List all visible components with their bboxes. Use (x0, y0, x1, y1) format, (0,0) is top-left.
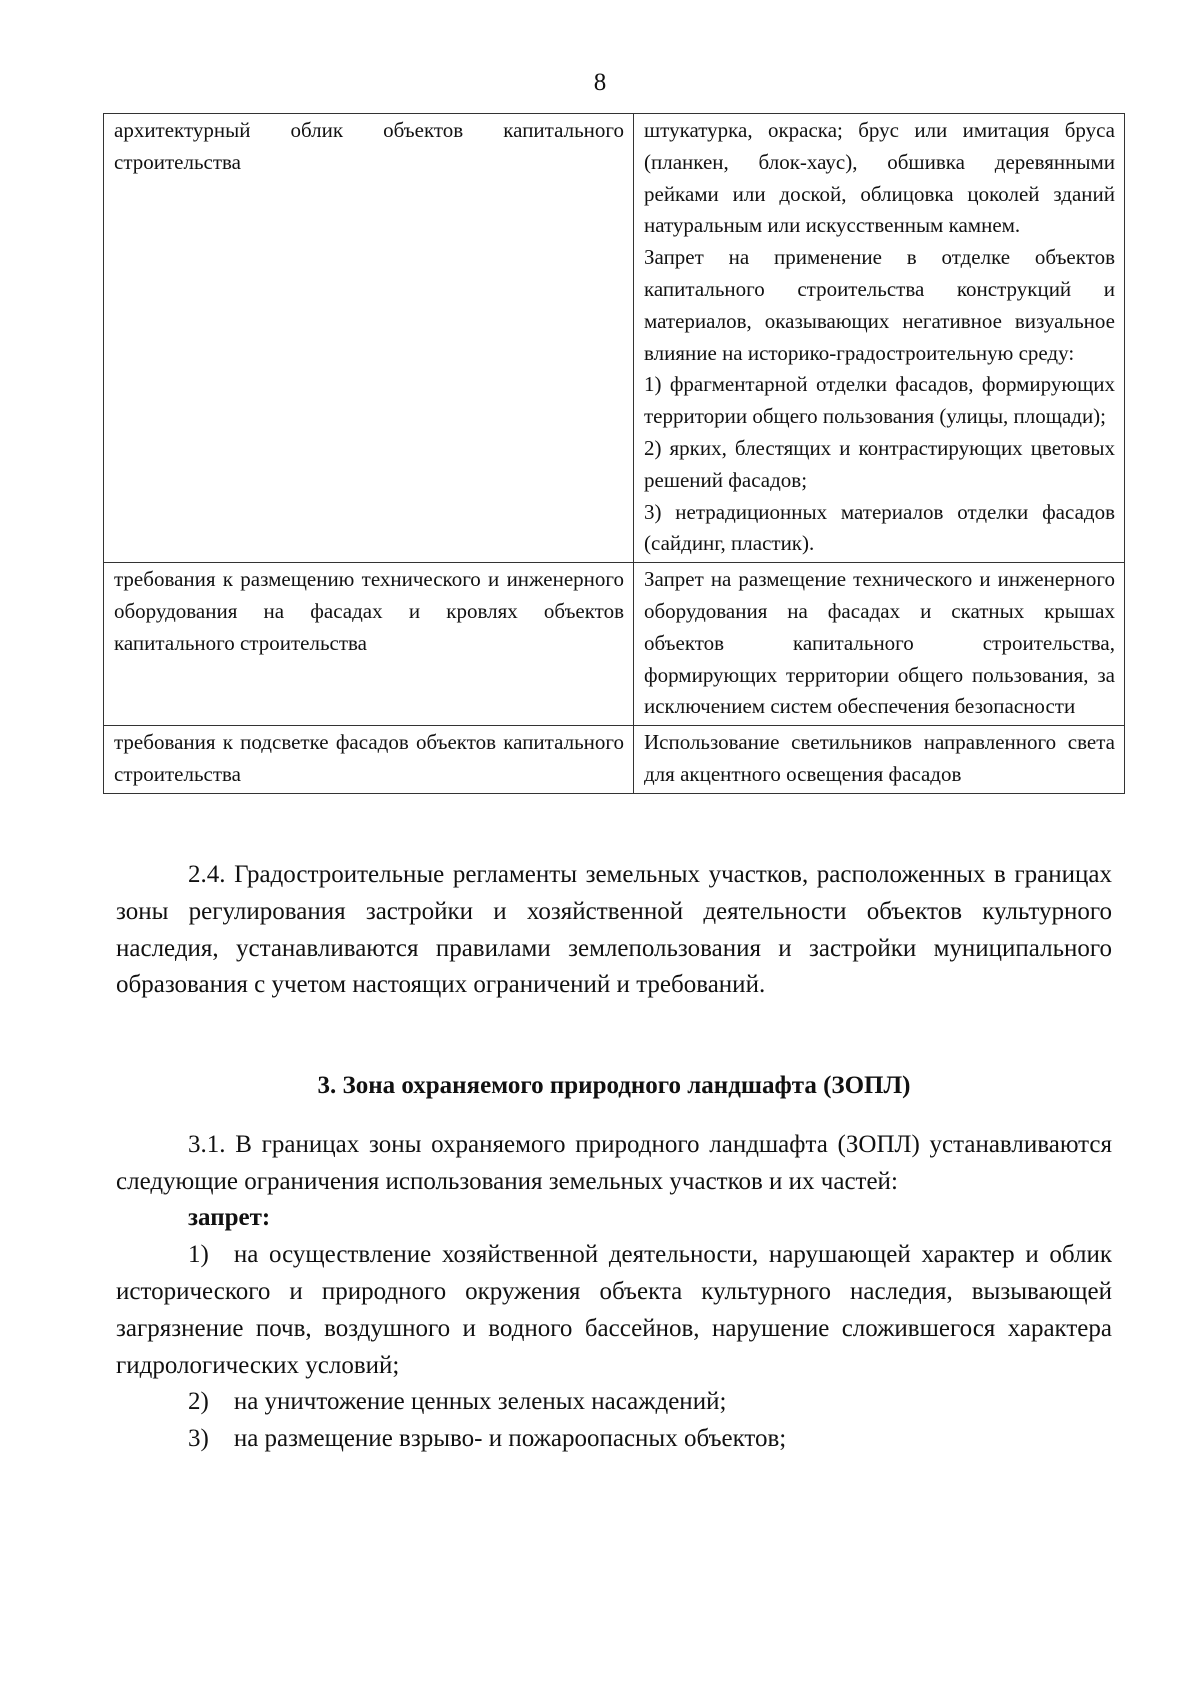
paragraph-2-4: 2.4. Градостроительные регламенты земельных участков, расположенных в границах зоны регулирования застройки и хозяйственной деятельности объектов культурного наследия, устанавливаются правилами землепользования и застройки муниципального образования с учетом настоящих ограничений и требований. (116, 861, 1112, 999)
requirement-paragraph: Запрет на размещение технического и инженерного оборудования на фасадах и скатных крышах объектов капитального строительства, формирующих территории общего пользования, за исключением систем обеспечения безопасности (644, 567, 1115, 719)
table-cell-requirement (634, 726, 1125, 794)
list-item: 1) на осуществление хозяйственной деятельности, нарушающей характер и облик исторического и природного окружения объекта культурного наследия, вызывающей загрязнение почв, воздушного и водного бассейнов, нарушение сложившегося характера гидрологических условий; (116, 1241, 1112, 1379)
requirement-paragraph: 3) нетрадиционных материалов отделки фасадов (сайдинг, пластик). (644, 499, 1115, 556)
requirement-paragraph: Использование светильников направленного света для акцентного освещения фасадов (644, 730, 1115, 786)
paragraph-3-1: 3.1. В границах зоны охраняемого природного ландшафта (ЗОПЛ) устанавливаются следующие ограничения использования земельных участков и их частей: (116, 1130, 1112, 1195)
table-row (104, 114, 1125, 563)
table-row (104, 726, 1125, 794)
table-row (104, 563, 1125, 726)
requirement-paragraph: 1) фрагментарной отделки фасадов, формирующих территории общего пользования (улицы, площади); (644, 372, 1115, 429)
list-item: 2) на уничтожение ценных зеленых насаждений; (188, 1388, 727, 1416)
section-3 (116, 1068, 1112, 1458)
table-cell-parameter: требования к размещению технического и инженерного оборудования на фасадах и кровлях объектов капитального строительства (104, 563, 634, 726)
requirement-paragraph: Запрет на применение в отделке объектов капитального строительства конструкций и материалов, оказывающих негативное визуальное влияние на историко-градостроительную среду: (644, 245, 1115, 365)
section-2-4 (116, 857, 1112, 1004)
section-heading: 3. Зона охраняемого природного ландшафта (ЗОПЛ) (317, 1072, 911, 1099)
table-cell-parameter: архитектурный облик объектов капитального строительства (104, 114, 634, 563)
list-item: 3) на размещение взрыво- и пожароопасных объектов; (188, 1425, 787, 1453)
page-number: 8 (593, 69, 607, 96)
prohibition-label: запрет: (188, 1204, 271, 1232)
table-cell-requirement (634, 114, 1125, 563)
table-cell-parameter: требования к подсветке фасадов объектов капитального строительства (104, 726, 634, 794)
table-cell-requirement (634, 563, 1125, 726)
requirement-paragraph: 2) ярких, блестящих и контрастирующих цветовых решений фасадов; (644, 435, 1115, 492)
regulations-table (103, 113, 1125, 794)
requirement-paragraph: штукатурка, окраска; брус или имитация бруса (планкен, блок-хаус), обшивка деревянными рейками или доской, облицовка цоколей зданий натуральным или искусственным камнем. (644, 118, 1115, 238)
